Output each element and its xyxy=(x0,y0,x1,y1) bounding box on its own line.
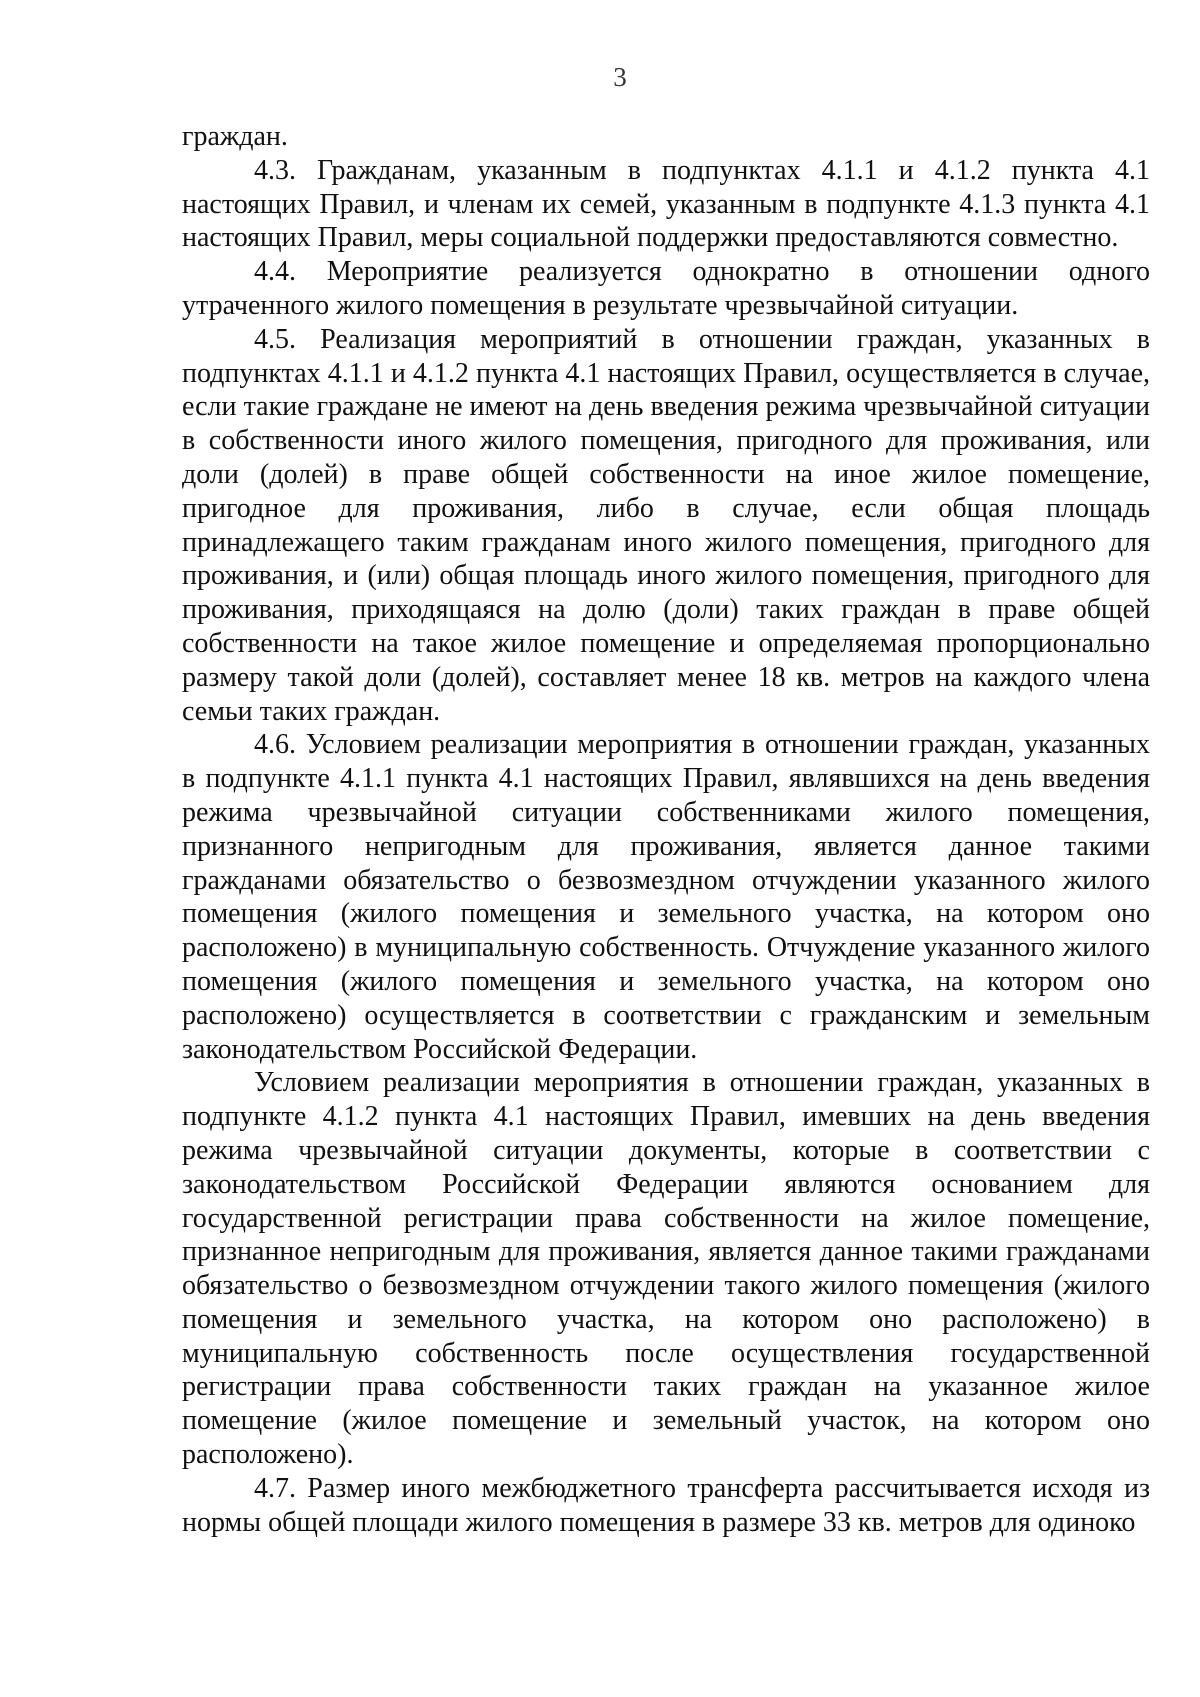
paragraph-continuation: граждан. xyxy=(182,121,288,152)
paragraph-4-3: 4.3. Гражданам, указанным в подпунктах 4.1.1 и 4.1.2 пункта 4.1 настоящих Правил, и членам их семей, указанным в подпункте 4.1.3 пункта 4.1 настоящих Правил, меры социальной поддержки предоставляются совместно. xyxy=(182,154,1150,254)
paragraph-4-6: 4.6. Условием реализации мероприятия в отношении граждан, указанных в подпункте 4.1.1 пункта 4.1 настоящих Правил, являвшихся на день введения режима чрезвычайной ситуации собственниками жилого помещения, признанного непригодным для проживания, является данное такими гражданами обязательство о безвозмездном отчуждении указанного жилого помещения (жилого помещения и земельного участка, на котором оно расположено) в муниципальную собственность. Отчуждение указанного жилого помещения (жилого помещения и земельного участка, на котором оно расположено) осуществляется в соответствии с гражданским и земельным законодательством Российской Федерации. xyxy=(182,729,1150,1065)
paragraph-4-4: 4.4. Мероприятие реализуется однократно в отношении одного утраченного жилого помещения в результате чрезвычайной ситуации. xyxy=(182,256,1150,321)
document-body xyxy=(182,120,1150,1539)
paragraph-4-6-second: Условием реализации мероприятия в отношении граждан, указанных в подпункте 4.1.2 пункта 4.1 настоящих Правил, имевших на день введения режима чрезвычайной ситуации документы, которые в соответствии с законодательством Российской Федерации являются основанием для государственной регистрации права собственности на жилое помещение, признанное непригодным для проживания, является данное такими гражданами обязательство о безвозмездном отчуждении такого жилого помещения (жилого помещения и земельного участка, на котором оно расположено) в муниципальную собственность после осуществления государственной регистрации права собственности таких граждан на указанное жилое помещение (жилое помещение и земельный участок, на котором оно расположено). xyxy=(182,1067,1150,1471)
paragraph-4-5: 4.5. Реализация мероприятий в отношении граждан, указанных в подпунктах 4.1.1 и 4.1.2 пункта 4.1 настоящих Правил, осуществляется в случае, если такие граждане не имеют на день введения режима чрезвычайной ситуации в собственности иного жилого помещения, пригодного для проживания, или доли (долей) в праве общей собственности на иное жилое помещение, пригодное для проживания, либо в случае, если общая площадь принадлежащего таким гражданам иного жилого помещения, пригодного для проживания, и (или) общая площадь иного жилого помещения, пригодного для проживания, приходящаяся на долю (доли) таких граждан в праве общей собственности на такое жилое помещение и определяемая пропорционально размеру такой доли (долей), составляет менее 18 кв. метров на каждого члена семьи таких граждан. xyxy=(182,323,1150,727)
paragraph-4-7: 4.7. Размер иного межбюджетного трансферта рассчитывается исходя из нормы общей площади жилого помещения в размере 33 кв. метров для одиноко xyxy=(182,1472,1150,1538)
page-number: 3 xyxy=(613,62,627,92)
